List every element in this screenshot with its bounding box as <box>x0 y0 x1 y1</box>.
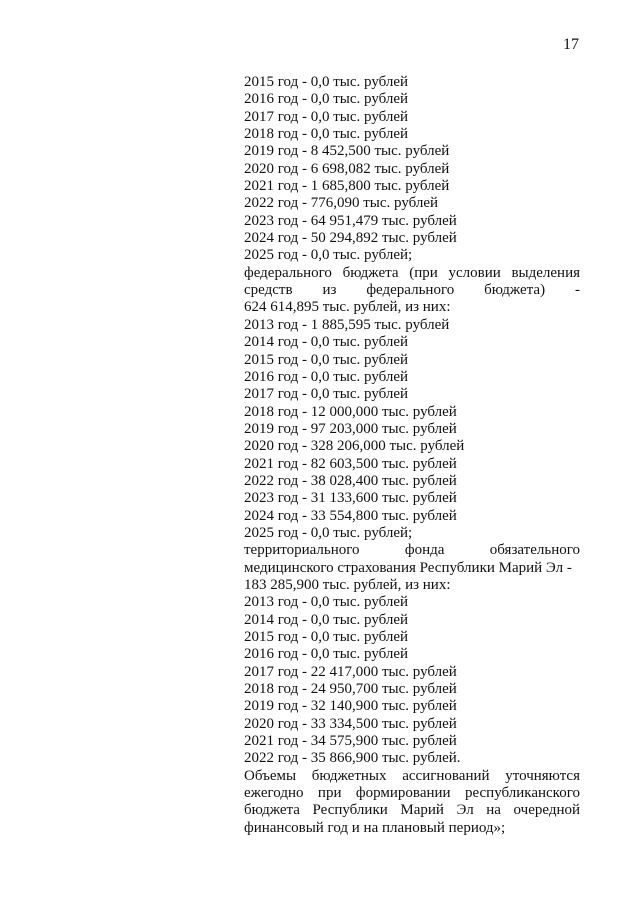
page-number: 17 <box>563 36 579 53</box>
text-line: 2024 год - 33 554,800 тыс. рублей <box>244 507 457 524</box>
text-line: 2016 год - 0,0 тыс. рублей <box>244 368 409 385</box>
text-line: 2025 год - 0,0 тыс. рублей; <box>244 524 413 541</box>
text-line: 2020 год - 328 206,000 тыс. рублей <box>244 438 465 455</box>
text-line: 2023 год - 31 133,600 тыс. рублей <box>244 490 457 507</box>
text-line: 2022 год - 35 866,900 тыс. рублей. <box>244 750 461 767</box>
text-line: территориального фонда обязательного <box>244 542 580 559</box>
text-line: 2015 год - 0,0 тыс. рублей <box>244 629 409 645</box>
text-line: 2017 год - 0,0 тыс. рублей <box>244 386 409 403</box>
text-line: 2014 год - 0,0 тыс. рублей <box>244 334 409 351</box>
text-line: 2019 год - 8 452,500 тыс. рублей <box>244 143 450 160</box>
text-line: 2025 год - 0,0 тыс. рублей; <box>244 247 413 264</box>
text-line: 2017 год - 22 417,000 тыс. рублей <box>244 663 457 680</box>
text-line: медицинского страхования Республики Марий Эл - <box>244 559 572 576</box>
text-line: 2017 год - 0,0 тыс. рублей <box>244 108 409 125</box>
text-line: 624 614,895 тыс. рублей, из них: <box>244 299 451 316</box>
text-line: средств из федерального бюджета) - <box>244 282 580 299</box>
text-line: 2021 год - 34 575,900 тыс. рублей <box>244 733 457 750</box>
text-line: 2024 год - 50 294,892 тыс. рублей <box>244 230 457 247</box>
text-line: 2021 год - 82 603,500 тыс. рублей <box>244 455 457 472</box>
text-line: 2018 год - 12 000,000 тыс. рублей <box>244 403 457 420</box>
text-line: 183 285,900 тыс. рублей, из них: <box>244 576 451 593</box>
text-line: 2022 год - 776,090 тыс. рублей <box>244 195 439 212</box>
text-line: Объемы бюджетных ассигнований уточняются <box>244 767 580 784</box>
text-line: 2014 год - 0,0 тыс. рублей <box>244 611 409 628</box>
text-line: 2013 год - 1 885,595 тыс. рублей <box>244 316 450 333</box>
text-line: 2016 год - 0,0 тыс. рублей <box>244 91 409 108</box>
text-line: ежегодно при формировании республиканского <box>244 785 580 802</box>
text-line: 2020 год - 33 334,500 тыс. рублей <box>244 715 457 732</box>
text-line: 2015 год - 0,0 тыс. рублей <box>244 351 409 368</box>
text-line: 2016 год - 0,0 тыс. рублей <box>244 646 409 663</box>
text-line: 2019 год - 97 203,000 тыс. рублей <box>244 420 457 437</box>
text-line: 2015 год - 0,0 тыс. рублей <box>244 74 409 90</box>
text-line: бюджета Республики Марий Эл на очередной <box>244 802 580 819</box>
text-line: 2018 год - 24 950,700 тыс. рублей <box>244 681 457 698</box>
text-line: 2022 год - 38 028,400 тыс. рублей <box>244 472 457 489</box>
text-line: федерального бюджета (при условии выделения <box>244 264 580 281</box>
text-line: финансовый год и на плановый период»; <box>244 819 506 836</box>
text-line: 2020 год - 6 698,082 тыс. рублей <box>244 160 450 177</box>
text-line: 2013 год - 0,0 тыс. рублей <box>244 594 409 611</box>
text-line: 2021 год - 1 685,800 тыс. рублей <box>244 178 450 195</box>
text-line: 2018 год - 0,0 тыс. рублей <box>244 126 409 143</box>
text-line: 2023 год - 64 951,479 тыс. рублей <box>244 212 457 229</box>
text-line: 2019 год - 32 140,900 тыс. рублей <box>244 698 457 715</box>
document-body <box>244 74 580 837</box>
